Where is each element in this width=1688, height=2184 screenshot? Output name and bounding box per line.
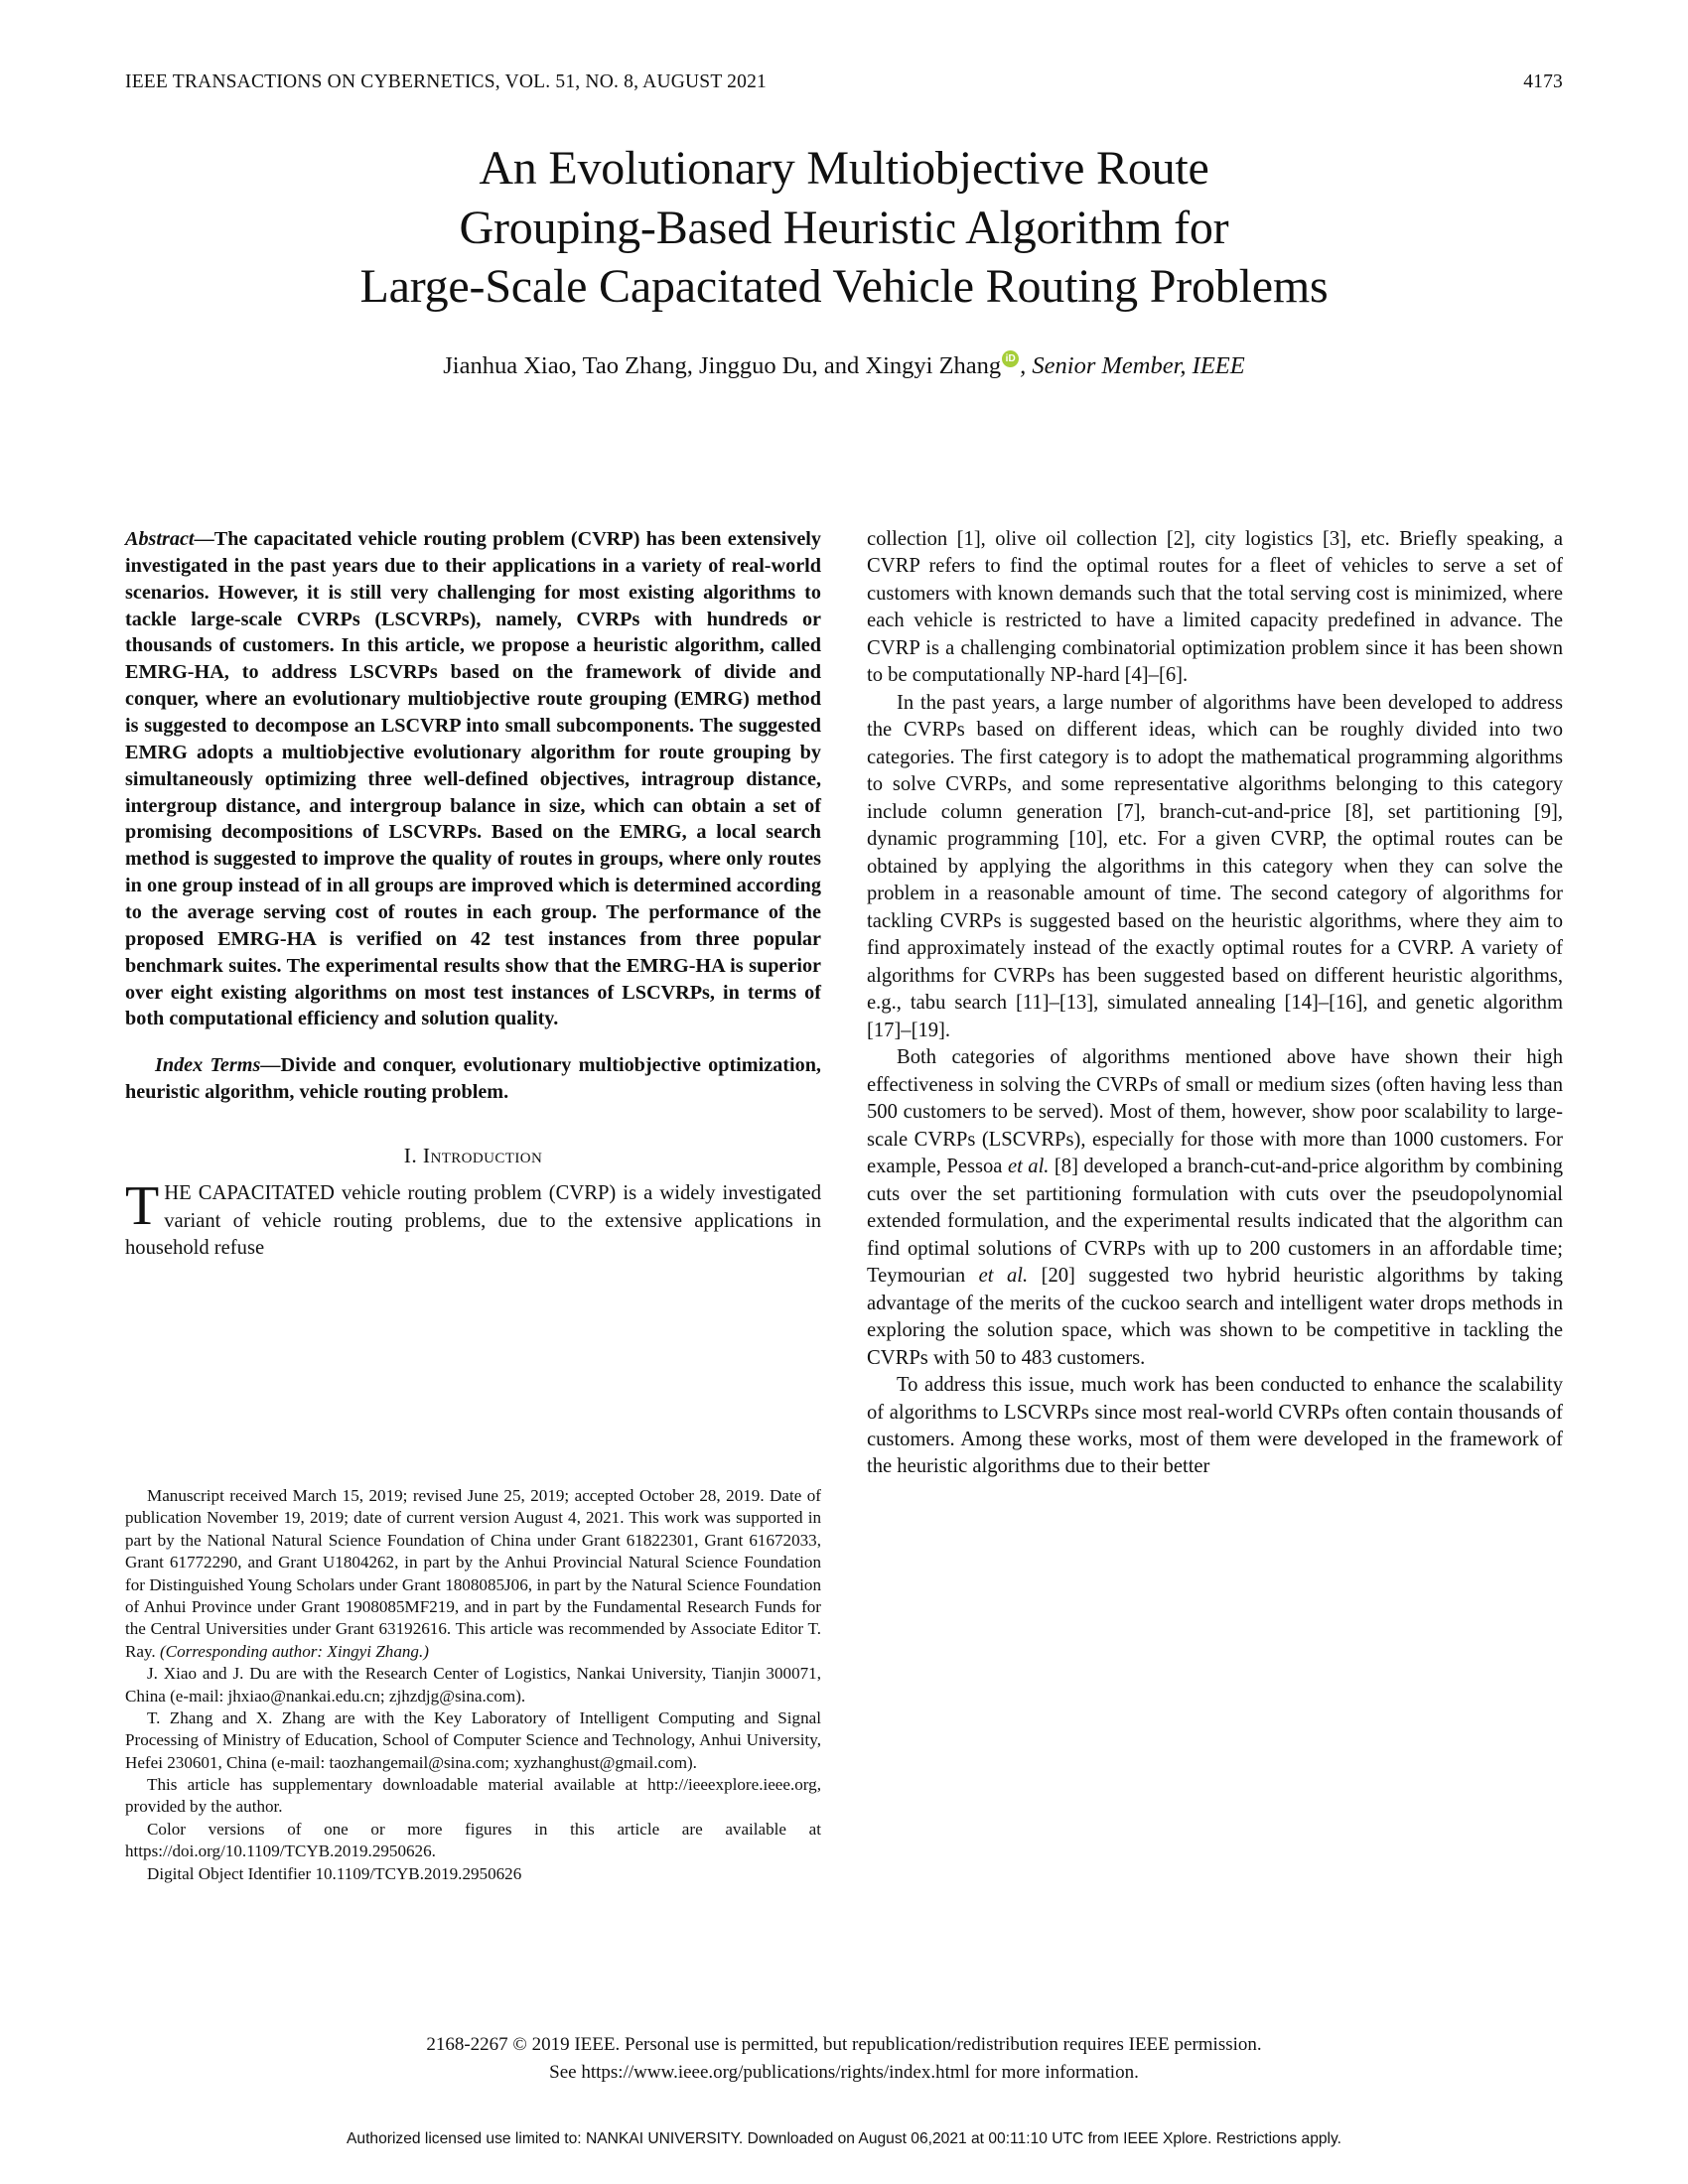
index-terms-body: Divide and conquer, evolutionary multiobjective optimization, heuristic algorithm, vehicle routing problem. <box>125 1054 821 1104</box>
footnote-block <box>125 1474 821 1885</box>
right-paragraph-3-c: [20] suggested two hybrid heuristic algorithms by taking advantage of the merits of the cuckoo search and intelligent water drops methods in exploring the solution space, which was shown to be competitive in tackling the CVRPs with 50 to 483 customers. <box>867 1265 1563 1369</box>
footnote-manuscript <box>125 1485 821 1663</box>
journal-reference: IEEE TRANSACTIONS ON CYBERNETICS, VOL. 51, NO. 8, AUGUST 2021 <box>125 71 767 92</box>
copyright-line-2: See https://www.ieee.org/publications/rights/index.html for more information. <box>549 2061 1139 2083</box>
running-head <box>125 71 1563 93</box>
footnote-manuscript-text: Manuscript received March 15, 2019; revised June 25, 2019; accepted October 28, 2019. Date of publication November 19, 2019; date of current version August 4, 2021. This work was supported in part by the National Natural Science Foundation of China under Grant 61822301, Grant 61672033, Grant 61772290, and Grant U1804262, in part by the Anhui Provincial Natural Science Foundation for Distinguished Young Scholars under Grant 1808085J06, in part by the Natural Science Foundation of Anhui Province under Grant 1908085MF219, and in part by the Fundamental Research Funds for the Central Universities under Grant 63192616. This article was recommended by Associate Editor T. Ray. <box>125 1486 821 1661</box>
index-terms-dash: — <box>260 1054 281 1077</box>
abstract-dash: — <box>194 528 214 550</box>
index-terms-section <box>125 1052 821 1106</box>
title-line-3: Large-Scale Capacitated Vehicle Routing Problems <box>359 260 1329 314</box>
footnote-supplementary: This article has supplementary downloadable material available at http://ieeexplore.ieee.org, provided by the author. <box>125 1775 821 1817</box>
abstract-section <box>125 526 821 1032</box>
drop-cap-letter: T <box>125 1175 160 1238</box>
abstract-paragraph <box>125 526 821 1032</box>
abstract-body: The capacitated vehicle routing problem (CVRP) has been extensively investigated in the past years due to their applications in a variety of real-world scenarios. However, it is still very challenging for most existing algorithms to tackle large-scale CVRPs (LSCVRPs), namely, CVRPs with hundreds or thousands of customers. In this article, we propose a heuristic algorithm, called EMRG-HA, to address LSCVRPs based on the framework of divide and conquer, where an evolutionary multiobjective route grouping (EMRG) method is suggested to decompose an LSCVRP into small subcomponents. The suggested EMRG adopts a multiobjective evolutionary algorithm for route grouping by simultaneously optimizing three well-defined objectives, intragroup distance, intergroup distance, and intergroup balance in size, which can obtain a set of promising decompositions of LSCVRPs. Based on the EMRG, a local search method is suggested to improve the quality of routes in groups, where only routes in one group instead of in all groups are improved which is determined according to the average serving cost of routes in each group. The performance of the proposed EMRG-HA is verified on 42 test instances from three popular benchmark suites. The experimental results show that the EMRG-HA is superior over eight existing algorithms on most test instances of LSCVRPs, in terms of both computational efficiency and solution quality. <box>125 528 821 1030</box>
right-paragraph-3-b: [8] developed a branch-cut-and-price algorithm by combining cuts over the set partitioning formulation with cuts over the pseudopolynomial extended formulation, and the experimental results indicated that the algorithm can find optimal solutions of CVRPs with up to 200 customers in an affordable time; Teymourian <box>867 1156 1563 1288</box>
section-name: Introduction <box>422 1144 543 1168</box>
intro-rest: vehicle routing problem (CVRP) is a widely investigated variant of vehicle routing problems, due to the extensive applications in household refuse <box>125 1182 821 1260</box>
section-heading-introduction <box>125 1144 821 1168</box>
right-column <box>867 526 1563 1995</box>
footnote-affiliation-1: J. Xiao and J. Du are with the Research Center of Logistics, Nankai University, Tianjin 300071, China (e-mail: jhxiao@nankai.edu.cn; zjhzdjg@sina.com). <box>125 1664 821 1706</box>
intro-first-paragraph <box>125 1175 821 1262</box>
left-column <box>125 526 821 1995</box>
abstract-label: Abstract <box>125 528 195 550</box>
right-paragraph-1: collection [1], olive oil collection [2], city logistics [3], etc. Briefly speaking, a CVRP refers to find the optimal routes for a fleet of vehicles to serve a set of customers with known demands such that the total serving cost is minimized, where each vehicle is restricted to have a limited capacity predefined in advance. The CVRP is a challenging combinatorial optimization problem since it has been shown to be computationally NP-hard [4]–[6]. <box>867 528 1563 687</box>
index-terms-label: Index Terms <box>155 1054 261 1077</box>
author-membership: , Senior Member, IEEE <box>1020 351 1245 379</box>
et-al-2: et al. <box>978 1265 1029 1288</box>
orcid-id-icon[interactable] <box>1002 350 1019 367</box>
right-paragraph-3-a: Both categories of algorithms mentioned above have shown their high effectiveness in solving the CVRPs of small or medium sizes (often having less than 500 customers to be served). Most of them, however, show poor scalability to large-scale CVRPs (LSCVRPs), especially for those with more than 1000 customers. For example, Pessoa <box>867 1046 1563 1178</box>
right-paragraph-3 <box>867 1044 1563 1372</box>
copyright-footer <box>125 2031 1563 2086</box>
footnote-corresponding-author: (Corresponding author: Xingyi Zhang.) <box>159 1641 429 1661</box>
footnote-doi: Digital Object Identifier 10.1109/TCYB.2019.2950626 <box>147 1863 522 1883</box>
section-number: I. <box>403 1144 418 1168</box>
title-block <box>149 139 1539 381</box>
title-line-2: Grouping-Based Heuristic Algorithm for <box>459 201 1229 254</box>
body-columns <box>125 526 1563 1995</box>
footnote-color-versions: Color versions of one or more figures in this article are available at https://doi.org/10.1109/TCYB.2019.2950626. <box>125 1819 821 1861</box>
license-notice: Authorized licensed use limited to: NANKAI UNIVERSITY. Downloaded on August 06,2021 at 00:11:10 UTC from IEEE Xplore. Restrictions apply. <box>347 2130 1341 2147</box>
author-list <box>149 350 1539 382</box>
footnote-affiliation-2: T. Zhang and X. Zhang are with the Key Laboratory of Intelligent Computing and Signal Processing of Ministry of Education, School of Computer Science and Technology, Anhui University, Hefei 230601, China (e-mail: taozhangemail@sina.com; xyzhanghust@gmail.com). <box>125 1707 821 1772</box>
footnote-rule <box>125 1474 393 1475</box>
page-number: 4173 <box>1523 71 1563 92</box>
index-terms-paragraph <box>125 1052 821 1106</box>
intro-first-run: HE CAPACITATED <box>164 1182 335 1205</box>
author-names: Jianhua Xiao, Tao Zhang, Jingguo Du, and Xingyi Zhang <box>443 351 1002 379</box>
et-al-1: et al. <box>1007 1156 1050 1178</box>
right-paragraph-2: In the past years, a large number of algorithms have been developed to address the CVRPs based on different ideas, which can be roughly divided into two categories. The first category is to adopt the mathematical programming algorithms to solve CVRPs, and some representative algorithms belonging to this category include column generation [7], branch-cut-and-price [8], set partitioning [9], dynamic programming [10], etc. For a given CVRP, the optimal routes can be obtained by applying the algorithms in this category when they can solve the problem in a reasonable amount of time. The second category of algorithms for tackling CVRPs is suggested based on the heuristic algorithms, where they aim to find approximately instead of the exactly optimal routes for a CVRP. A variety of algorithms for CVRPs has been suggested based on different heuristic algorithms, e.g., tabu search [11]–[13], simulated annealing [14]–[16], and genetic algorithm [17]–[19]. <box>867 691 1563 1041</box>
page-title <box>149 139 1539 317</box>
title-line-1: An Evolutionary Multiobjective Route <box>479 142 1209 195</box>
right-paragraph-4: To address this issue, much work has been conducted to enhance the scalability of algorithms to LSCVRPs since most real-world CVRPs often contain thousands of customers. Among these works, most of them were developed in the framework of the heuristic algorithms due to their better <box>867 1374 1563 1478</box>
copyright-line-1: 2168-2267 © 2019 IEEE. Personal use is permitted, but republication/redistribution requires IEEE permission. <box>426 2034 1262 2055</box>
